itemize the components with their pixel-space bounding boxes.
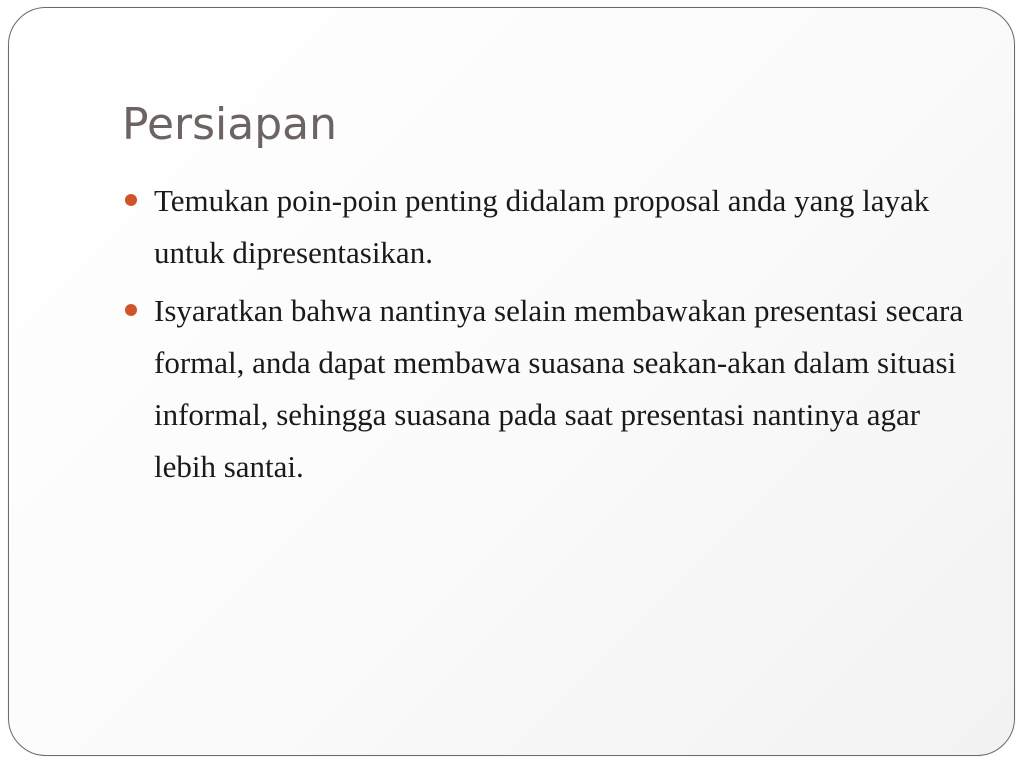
bullet-dot-icon — [125, 304, 137, 316]
bullet-text: Isyaratkan bahwa nantinya selain membawakan presentasi secara formal, anda dapat membawa suasana seakan-akan dalam situasi informal, sehingga suasana pada saat presentasi nantinya agar lebih santai. — [154, 293, 964, 484]
bullet-text: Temukan poin-poin penting didalam proposal anda yang layak untuk dipresentasikan. — [154, 183, 930, 270]
slide-title: Persiapan — [122, 99, 338, 150]
bullet-dot-icon — [125, 194, 137, 206]
bullet-list — [125, 175, 975, 499]
bullet-item — [125, 285, 975, 493]
bullet-item — [125, 175, 975, 279]
slide-frame — [8, 7, 1015, 756]
